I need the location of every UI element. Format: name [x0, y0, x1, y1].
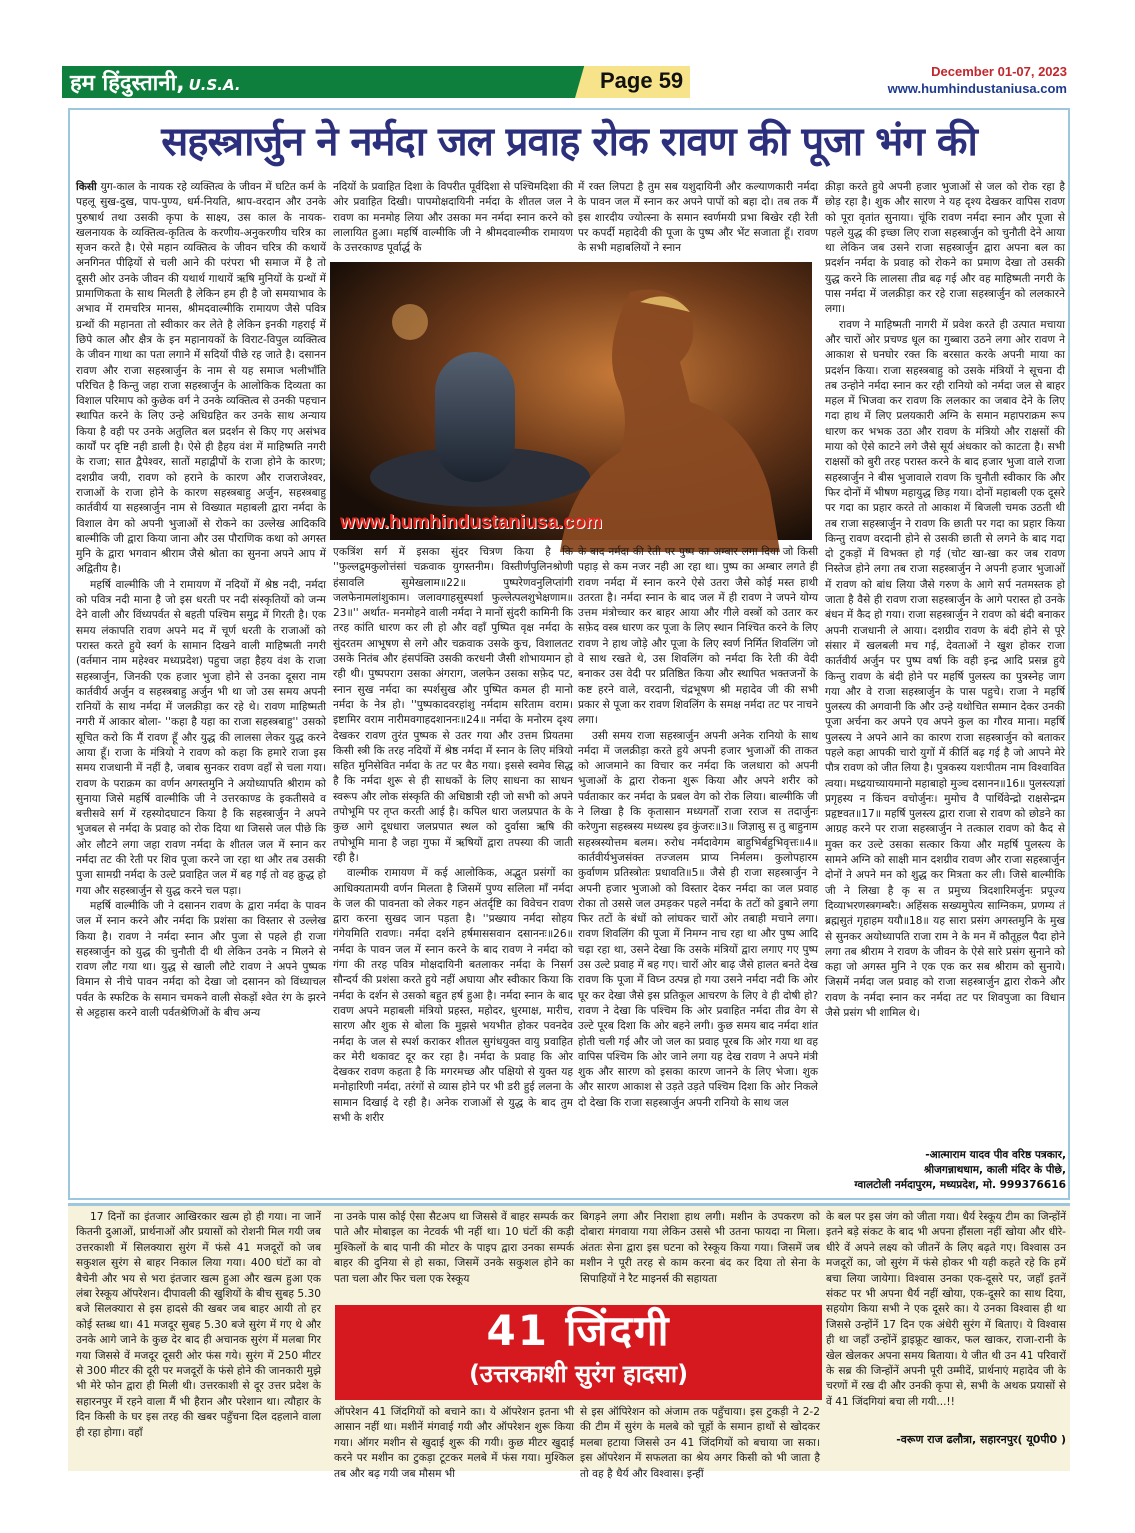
bottom-column-4	[826, 1210, 1066, 1430]
article-column-3	[578, 545, 818, 1195]
bottom-column-3	[580, 1405, 820, 1480]
paragraph: ना उनके पास कोई ऐसा सैटअप था जिससे वें बाहर सम्पर्क कर पाते और मोबाइल का नेटवर्क भी नहीं था। 10 घंटों की कड़ी मुश्किलों के बाद पानी की मोटर के पाइप द्वारा उनका सम्पर्क बाहर की दुनिया से हो सका, जिसमें उनके सकुशल होने का पता चला और फिर चला एक रेस्कूय	[334, 1211, 574, 1285]
bottom-column-3-top	[580, 1210, 820, 1303]
banner-title: 41 जिंदगी	[486, 1306, 671, 1355]
website-link[interactable]: www.humhindustaniusa.com	[887, 81, 1067, 96]
bottom-column-2-top	[334, 1210, 574, 1303]
bottom-author-byline: -वरूण राज ढलौत्रा, सहारनपुर( यू0पी0 )	[896, 1433, 1066, 1446]
paragraph: एकत्रिंश सर्ग में इसका सुंदर चित्रण किया है कि ''फुल्लद्रुमकुलोत्तंसां चक्रवाक युगस्तनीम। विस्तीर्णपुलिनश्रोणी हंसावलि सुमेखलाम॥22॥ पुष्परेणवनुलिप्तांगी जलफेनामलांशुकाम। जलावगाहसुस्पर्शा फुल्लेत्पलशुभेक्षणाम॥23॥'' अर्थात- मनमोहने वाली नर्मदा ने मानों सुंदरी कामिनी कि तरह कांति धारण कर ली हो और वहाँ पुष्पित वृक्ष नर्मदा के सुंदरतम आभूषण से लगे और चक्रवाक उसके कुच, विशालतट उसके नितंब और हंसपंक्ति उसकी करधनी जैसी शोभायमान हो रही थी। पुष्पपराग उसका अंगराग, जलफेन उसका सफ़ेद पट, स्नान सुख नर्मदा का स्पर्शसुख और पुष्पित कमल ही मानो नर्मदा के नेत्र हो। ''पुष्पकादवरहांशु नर्मदाम सरिताम वराम। इष्टामिर वराम नारीमवगाहदशाननः॥24॥ नर्मदा के मनोरम दृश्य देखकर रावण तुरंत पुष्पक से उतर गया और उत्तम प्रियतमा किसी स्त्री कि तरह नदियों में श्रेष्ठ नर्मदा में स्नान के लिए मंत्रियो सहित मुनिसेवित नर्मदा के तट पर बैठ गया। इससे स्वमेव सिद्ध है कि नर्मदा शुरू से ही साधकों के लिए साधना का साधन स्वरूप और लोक संस्कृति की अधिष्ठात्री रही जो सभी को अपने तपोभूमि पर तृप्त करती आई है। कपिल धारा जलप्रपात के के कुछ आगे दूधधारा जलप्रपात स्थल को दुर्वासा ऋषि की तपोभूमि माना है जहा गुफा में ऋषियों द्वारा तपस्या की जाती रही है।	[333, 546, 573, 864]
article-column-3-top	[578, 180, 818, 258]
paragraph: से इस ऑपिरेशन को अंजाम तक पहुँचाया। इस टुकड़ी ने 2-2 की टीम में सुरंग के मलबे को चूहों के समान हाथों से खोदकर मलबा हटाया जिससे उन 41 जिंदगियों को बचाया जा सका। इस ऑपरेशन में सफलता का श्रेय अगर किसी को भी जाता है तो वह है धैर्य और विश्वास। इन्हीं	[580, 1406, 820, 1480]
brand-suffix: U.S.A.	[188, 76, 241, 94]
author-contact: ग्वालटोली नर्मदापुरम, मध्यप्रदेश, मो. 999376616	[854, 1179, 1066, 1191]
paragraph: बिगड़ने लगा और निराशा हाथ लगी। मशीन के उपकरण को दोबारा मंगवाया गया लेकिन उससे भी उतना फायदा ना मिला। अंततः सेना द्वारा इस घटना को रेस्कूय किया गया। जिसमें जब मशीन ने पूरी तरह से काम करना बंद कर दिया तो सेना के सिपाहियों ने रैट माइनर्स की सहायता	[580, 1211, 820, 1285]
bottom-headline-banner	[335, 1305, 822, 1400]
paragraph: में रक्त लिपटा है तुम सब यशुदायिनी और कल्याणकारी नर्मदा के पावन जल में स्नान कर अपने पापों को बहा दो। तब तक मैं इस शारदीय ज्योत्स्ना के समान स्वर्णमयी प्रभा बिखेर रही रेती पर कपर्दी महादेवी की पूजा के पुष्प और भेंट सजाता हूँ। रावण के सभी महाबलियों ने स्नान	[578, 181, 818, 255]
page-number: Page 59	[600, 68, 684, 93]
paragraph: ऑपरेशन 41 जिंदगियों को बचाने का। ये ऑपरेशन इतना भी आसान नहीं था। मशीनें मंगवाई गयी और ऑपरेशन शुरू किया गया। ऑगर मशीन से खुदाई शुरू की गयी। कुछ मीटर खुदाई करने पर मशीन का टुकड़ा टूटकर मलबे में फंस गया। मुश्किल तब और बढ़ गयी जब मौसम भी	[334, 1406, 574, 1480]
author-name: -आत्माराम यादव पीव वरिष्ठ पत्रकार,	[925, 1149, 1066, 1161]
banner-subtitle: (उत्तरकाशी सुरंग हादसा)	[468, 1360, 689, 1388]
article-illustration	[330, 262, 812, 540]
author-address: श्रीजगन्नाथधाम, काली मंदिर के पीछे,	[923, 1164, 1066, 1176]
paragraph: रावण ने माहिष्मती नागरी में प्रवेश करते ही उत्पात मचाया और चारों ओर प्रचण्ड धूल का गुब्बारा उठने लगा ओर रावण ने आकाश से घनघोर रक्त कि बरसात करके अपनी माया का प्रदर्शन किया। राजा सहस्त्रबाहु को उसके मंत्रियों ने सूचना दी तब उन्होने नर्मदा स्नान कर रही रानियो को नर्मदा जल से बाहर महल में भिजवा कर रावण कि ललकार का जबाव देने के लिए गदा हाथ में लिए प्रलयकारी अग्नि के समान महापराक्रम रूप धारण कर भभक उठा और रावण के मंत्रियो और राक्षसों की माया को ऐसे काटने लगे जैसे सूर्य अंधकार को काटता है। सभी राक्षसों को बुरी तरह परास्त करने के बाद हजार भुजा वाले राजा सहस्त्रार्जुन ने बीस भुजावाले रावण कि चुनौती स्वीकार कि और फिर दोनों में भीषण महायुद्ध छिड़ गया। दोनों महाबली एक दूसरे पर गदा का प्रहार करते तो आकाश में बिजली चमक उठती थी तब राजा सहस्त्रार्जुन ने रावण कि छाती पर गदा का प्रहार किया किन्तु रावण वरदानी होने से उसकी छाती से लगने के बाद गदा दो टुकड़ों में विभक्त हो गई (चोट खा-खा कर जब रावण निस्तेज होने लगा तब राजा सहस्त्रार्जुन ने अपनी हजार भुजाओं में रावण को बांध लिया जैसे गरुण के आगे सर्प नतमस्तक हो जाता है वैसे ही रावण राजा सहस्त्रार्जुन के आगे परास्त हो उनके बंधन में कैद हो गया। राजा सहस्त्रार्जुन ने रावण को बंदी बनाकर अपनी राजधानी ले आया। दशग्रीव रावण के बंदी होने से पूरे संसार में खलबली मच गई, देवताओं ने खुश होकर राजा कार्तवीर्य अर्जुन पर पुष्प वर्षा कि वही इन्द्र आदि प्रसन्न हुये किन्तु रावण के बंदी होने पर महर्षि पुलस्त्य का पुत्रस्नेह जाग गया और वे राजा सहस्त्रार्जुन के पास पहुचे। राजा ने महर्षि पुलस्त्य की अगवानी कि और उन्हे यथोचित सम्मान देकर उनकी पूजा अर्चना कर अपने एव अपने कुल का गौरव माना। महर्षि पुलस्त्य ने अपने आने का कारण राजा सहस्त्रार्जुन को बताकर पहले कहा आपकी चारो युगों में कीर्ति बढ़ गई है जो आपने मेरे पौत्र रावण को जीत लिया है। पुत्रकस्य यशःपीतम नाम विश्वावित त्वया। मध्द्रयाच्यायमानो महाबाहो मुञ्च दसानन॥16॥ पुलस्त्यज्ञां प्रगृहस्य न किंचन वचोर्जुनः। मुमोच वै पार्थिवेन्द्रो राक्षसेन्द्रम प्रहृष्टवत॥17॥ महर्षि पुलस्त्य द्वारा राजा से रावण को छोडने का आग्रह करने पर राजा सहस्त्रार्जुन ने तत्काल रावण को कैद से मुक्त कर उल्टे उसका सत्कार किया और महर्षि पुलस्त्य के सामने अग्नि को साक्षी मान दशग्रीव रावण और राजा सहस्त्रार्जुन दोनों ने अपने मन को शुद्ध कर मित्रता कर ली। जिसे बाल्मीकि जी ने लिखा है कृ स त प्रमुच्य त्रिदशारिमर्जुनः प्रपूज्य दिव्याभरणस्त्रगम्बरैः। अहिंसक सख्यमुपेत्य साग्निकम, प्रणम्य तं ब्रह्मसुतं गृहाहम ययौ॥18॥ यह सारा प्रसंग अगस्तमुनि के मुख से सुनकर अयोध्यापति राजा राम ने के मन में कौतूहल पैदा होने लगा तब श्रीराम ने रावण के जीवन के ऐसे सारे प्रसंग सुनाने को कहा जो अगस्त मुनि ने एक एक कर सब श्रीराम को सुनाये। जिसमें नर्मदा जल प्रवाह को राजा सहस्त्रार्जुन द्वारा रोकने और रावण के नर्मदा स्नान कर नर्मदा तट पर शिवपुजा का विधान जैसे प्रसंग भी शामिल थे।	[825, 318, 1065, 1020]
paragraph: युग-काल के नायक रहे व्यक्तित्व के जीवन में घटित कर्म के पहलू सुख-दुख, पाप-पुण्य, धर्म-नियति, श्राप-वरदान और उनके पुरुषार्थ तथा उसकी कृपा के साक्ष्य, उस काल के नायक-खलनायक के व्यक्तित्व-कृतित्व के करणीय-अनुकरणीय चरित्र का सृजन करते है। ऐसे महान व्यक्तित्व के जीवन चरित्र की कथायें अनगिनत पीढ़ियों से चली आने की परंपरा भी समाज में है तो दूसरी ओर उनके जीवन की यथार्थ गाथायें ऋषि मुनियों के ग्रन्थों में प्रामाणिकता के साथ मिलती है लेकिन हम ही है जो समयाभाव के अभाव में रामचरित्र मानस, श्रीमदवाल्मीकि रामायण जैसे पवित्र ग्रन्थों की महानता तो स्वीकार कर लेते है लेकिन इनकी गहराई में छिपे काल और क्षैत्र के इन महानायकों के विराट-विपुल व्यक्तित्व के जीवन गाथा का पता लगाने में सदियों पीछे रह जाते है। दसानन रावण और राजा सहस्त्रार्जुन के नाम से यह समाज भलीभाँति परिचित है किन्तु जहा राजा सहस्त्रार्जुन के आलोकिक दिव्यता का विशाल परिमाप को कुछेक वर्ग ने उनके व्यक्तित्व से उनकी पहचान स्थापित करने के लिए उन्हे अधिग्रहित कर उनके साथ अन्याय किया है वही पर उनके अतुलित बल प्रदर्शन से किए गए असंभव कार्यों पर दृष्टि नही डाली है। ऐसे ही हैहय वंश में माहिष्मति नगरी के राजा; सात द्वैपेश्वर, सातों महाद्वीपों के राजा होने के कारण; दशग्रीव जयी, रावण को हराने के कारण और राजराजेश्वर, राजाओं के राजा होने के कारण सहस्त्रबाहु अर्जुन, सहस्त्रबाहु कार्तवीर्य या सहस्त्रार्जुन नाम से विख्यात महाबली द्वारा नर्मदा के विशाल वेग को अपनी भुजाओं से रोकने का उल्लेख आदिकवि बाल्मीकि जी द्वारा किया जाना और उस पौराणिक कथा को अगस्त मुनि के द्वारा भगवान श्रीराम जैसे श्रोता का सुनना अपने आप में अद्वितीय है।	[76, 181, 326, 576]
paragraph: 17 दिनों का इंतजार आखिरकार खत्म हो ही गया। ना जानें कितनी दुआओं, प्रार्थनाओं और प्रयासों को रोशनी मिल गयी जब उत्तरकाशी में सिलक्यारा सुरंग में फंसे 41 मजदूरों को जब सकुशल सुरंग से बाहर निकाल लिया गया। 400 घंटों का वो बैचेनी और भय से भरा इंतजार खत्म हुआ और खत्म हुआ एक लंबा रेस्कूय ऑपरेशन। दीपावली की खुशियों के बीच सुबह 5.30 बजे सिलक्यारा से इस हादसे की खबर जब बाहर आयी तो हर कोई स्तब्ध था। 41 मजदूर सुबह 5.30 बजे सुरंग में गए थे और उनके आगे जाने के कुछ देर बाद ही अचानक सुरंग में मलबा गिर गया जिससे वें मजदूर दूसरी ओर फंस गये। सुरंग में 250 मीटर से 300 मीटर की दूरी पर मजदूरों के फंसे होने की जानकारी मुझे भी मेरे फोन द्वारा ही मिली थी। उत्तरकाशी से दूर उत्तर प्रदेश के सहारनपुर में रहने वाला मैं भी हैरान और परेशान था। त्यौहार के दिन किसी के घर इस तरह की खबर पहुँचना दिल दहलाने वाला ही रहा होगा। वहाँ	[76, 1211, 321, 1439]
image-watermark: www.humhindustaniusa.com	[340, 512, 603, 533]
bottom-column-2	[334, 1405, 574, 1480]
paragraph: क्रीड़ा करते हुये अपनी हजार भुजाओं से जल को रोक रहा है छोड़ रहा है। शुक और सारण ने यह दृश्य देखकर वापिस रावण को पूरा वृतांत सुनाया। चूंकि रावण नर्मदा स्नान और पूजा से पहले युद्ध की इच्छा लिए राजा सहस्त्रार्जुन को चुनौती देने आया था लेकिन जब उसने राजा सहस्त्रार्जुन द्वारा अपना बल का प्रदर्शन नर्मदा के प्रवाह को रोकने का प्रमाण देखा तो उसकी युद्ध करने कि लालसा तीव्र बढ़ गई और वह माहिष्मती नगरी के पास नर्मदा में जलक्रीड़ा कर रहे राजा सहस्त्रार्जुन को ललकारने लगा।	[825, 181, 1065, 316]
author-byline	[830, 1148, 1066, 1193]
paragraph: उसी समय राजा सहस्त्रार्जुन अपनी अनेक रानियो के साथ नर्मदा में जलक्रीड़ा करते हुये अपनी हजार भुजाओं की ताकत को आजमाने का विचार कर नर्मदा कि जलधारा को अपनी भुजाओं के द्वारा रोकना शुरू किया और अपने शरीर को पर्वताकार कर नर्मदा के प्रबल वेग को रोक लिया। बाल्मीकि जी ने लिखा है कि कृतासान मध्यगतोँ राजा रराज स तदार्जुनः करेणुना सहस्त्रस्य मध्यस्थ इव कुंजरः॥3॥ जिज्ञासु स तु बाहुनाम सहस्त्रस्योत्तम बलम। रुरोध नर्मदावेगम बाहुभिर्बहुभिवृत्तः॥4॥ कार्तवीर्यभुजसंक्त तज्जलम प्राप्य निर्मलम। कुलोपहारम कुर्वाणम प्रतिस्त्रोतः प्रधावति॥5॥ जैसे ही राजा सहस्त्रार्जुन ने अपनी हजार भुजाओ को विस्तार देकर नर्मदा का जल प्रवाह रोका तो उससे जल उमड़कर पहले नर्मदा के तटों को डुबाने लगा फिर तटों के बंधों को लांघकर चारों ओर तबाही मचाने लगा। रावण शिवलिंग की पूजा में निमग्न नाच रहा था और पुष्प आदि चढ़ा रहा था, उसने देखा कि उसके मंत्रियों द्वारा लगाए गए पुष्प उस उल्टे प्रवाह में बह गए। चारों ओर बाढ़ जैसे हालत बनते देख रावण कि पूजा में विघ्न उत्पन्न हो गया उसने नर्मदा नदी कि ओर घूर कर देखा जैसे इस प्रतिकूल आचरण के लिए वे ही दोषी हो? रावण ने देखा कि पश्चिम कि ओर प्रवाहित नर्मदा तीव्र वेग से उल्टे पूरब दिशा कि ओर बहने लगी। कुछ समय बाद नर्मदा शांत होती चली गई और जो जल का प्रवाह पूरब कि ओर गया था वह वापिस पश्चिम कि ओर जाने लगा यह देख रावण ने अपने मंत्री शुक और सारण को इसका कारण जानने के लिए भेजा। शुक और सारण आकाश से उड़ते उड़ते पश्चिम दिशा कि ओर निकले दो देखा कि राजा सहस्त्रार्जुन अपनी रानियो के साथ जल	[578, 729, 818, 1109]
lead-word: किसी	[76, 181, 97, 193]
article-column-2-top	[333, 180, 573, 258]
paragraph: के बल पर इस जंग को जीता गया। धैर्य रेस्कूय टीम का जिन्होंनें इतने बड़े संकट के बाद भी अपना हौंसला नहीं खोया और धीरे-धीरे वें अपने लक्ष्य को जीतनें के लिए बढ़ते गए। विश्वास उन मजदूरों का, जो सुरंग में फंसे होकर भी यही कहते रहे कि हमें बचा लिया जायेगा। विश्वास उनका एक-दूसरे पर, जहाँ इतनें संकट पर भी अपना धैर्य नहीं खोया, एक-दूसरे का साथ दिया, सहयोग किया सभी ने एक दूसरे का। ये उनका विश्वास ही था जिससे उन्होंनें 17 दिन एक अंधेरी सुरंग में बिताए। ये विश्वास ही था जहाँ उन्होंनें ड्राइफ्रूट खाकर, फल खाकर, राजा-रानी के खेल खेलकर अपना समय बिताया। ये जीत थी उन 41 परिवारों के सब्र की जिन्होंनें अपनी पूरी उम्मीदें, प्रार्थनाएं महादेव जी के चरणों में रख दी और उनकी कृपा से, सभी के अथक प्रयासों से वें 41 जिंदगियां बचा ली गयी...!!	[826, 1211, 1066, 1408]
article-column-1	[76, 180, 326, 1195]
bottom-column-1	[76, 1210, 321, 1468]
paragraph: महर्षि वाल्मीकि जी ने दसानन रावण के द्वारा नर्मदा के पावन जल में स्नान करने और नर्मदा कि प्रशंसा का विस्तार से उल्लेख किया है। रावण ने नर्मदा स्नान और पुजा से पहले ही राजा सहस्त्रार्जुन को युद्ध की चुनौती दी थी लेकिन उनके न मिलने से रावण लौट गया था। युद्ध से खाली लौटे रावण ने अपने पुष्पक विमान से नीचे पावन नर्मदा को देखा जो दसानन को विंध्याचल पर्वत के स्फटिक के समान चमकने वाली सेकड़ों श्वेत रंग के झरने से अट्टहास करने वाली पर्वतश्रेणिओं के बीच अन्य	[76, 899, 326, 1020]
paragraph: महर्षि वाल्मीकि जी ने रामायण में नदियों में श्रेष्ठ नदी, नर्मदा को पवित्र नदी माना है जो इस धरती पर नदी संस्कृतियों को जन्म देने वाली और विंध्यपर्वत से बहती पश्चिम समुद्र में गिरती है। एक समय लंकापति रावण अपने मद में चूर्ण धरती के राजाओं को परास्त करते हुये स्वर्ग के सामान दिखने वाली माहिष्मती नगरी (वर्तमान नाम महेश्वर मध्यप्रदेश) पहुचा जहा हैहय वंश के राजा सहस्त्रार्जुन, जिनकी एक हजार भुजा होने से उनका दूसरा नाम कार्तवीर्य अर्जुन व सहस्त्रबाहु अर्जुन भी था जो उस समय अपनी रानियों के साथ नर्मदा में जलक्रीड़ा कर रहे थे। रावण माहिष्मती नगरी में आकार बोला- ''कहा है यहा का राजा सहस्त्रबाहु'' उसको सूचित करो कि मैं रावण हूँ और युद्ध की लालसा लेकर युद्ध करने आया हूँ। राजा के मंत्रियो ने रावण को कहा कि हमारे राजा इस समय राजधानी में नहीं है, जबाब सुनकर रावण वहाँ से चला गया। रावण के पराक्रम का वर्णन अगस्तमुनि ने अयोध्यापति श्रीराम को सुनाया जिसे महर्षि वाल्मीकि जी ने उत्तरकाण्ड के इकतीसवे व बत्तीसवे सर्ग में रहस्योदघाटन किया है कि सहस्त्रार्जुन ने अपने भुजबल से नर्मदा के प्रवाह को रोक दिया था जिससे जल पीछे कि ओर लौटने लगा जहा रावण नर्मदा के शीतल जल में स्नान कर नर्मदा तट की रेती पर शिव पूजा करने जा रहा था और तब उसकी पुजा सामग्री नर्मदा के उल्टे प्रवाहित जल में बह गई तो वह क्रुद्ध हो गया और सहस्त्रार्जुन से युद्ध करने चल पड़ा।	[76, 578, 326, 897]
article-column-2	[333, 545, 573, 1195]
paragraph: वाल्मीक रामायण में कई आलोकिक, अद्भुत प्रसंगों का आधिक्यतामयी वर्णन मिलता है जिसमें पुण्य सलिला माँ नर्मदा के जल की पावनता को लेकर गहन अंतर्दृष्टि का विवेचन रावण द्वारा करना सुखद जान पड़ता है। ''प्रख्याय नर्मदा सोहय गंगेयमिति रावणः। नर्मदा दर्शने हर्षमाससवान दसाननः॥26॥ नर्मदा के पावन जल में स्नान करने के बाद रावण ने नर्मदा को गंगा की तरह पवित्र मोक्षदायिनी बतलाकर नर्मदा के निसर्ग सौन्दर्य की प्रशंसा करते हुये नहीं अघाया और स्वीकार किया कि नर्मदा के दर्शन से उसको बहुत हर्ष हुआ है। नर्मदा स्नान के बाद रावण अपने महाबली मंत्रियो प्रहस्त, महोदर, धुरमाक्ष, मारीच, सारण और शुक से बोला कि मुझसे भयभीत होकर पवनदेव नर्मदा के जल से स्पर्श कराकर शीतल सुगंधयुक्त वायु प्रवाहित कर मेरी थकावट दूर कर रहा है। नर्मदा के प्रवाह कि ओर देखकर रावण कहता है कि मगरमच्छ और पक्षियो से युक्त यह मनोहारिणी नर्मदा, तरंगों से व्यास होने पर भी डरी हुई ललना के सामान दिखाई दे रही है। अनेक राजाओं से युद्ध के बाद तुम सभी के शरीर	[333, 867, 573, 1124]
brand-name: हम हिंदुस्तानी,	[70, 71, 185, 96]
article-column-4	[825, 180, 1065, 1145]
paragraph: के बाद नर्मदा की रेती पर पुष्प का अम्बार लगा दिया जो किसी पहाड़ से कम नजर नही आ रहा था। पुष्प का अम्बार लगते ही रावण नर्मदा में स्नान करने ऐसे उतरा जैसे कोई मस्त हाथी उतरता है। नर्मदा स्नान के बाद जल में ही रावण ने जपने योग्य उत्तम मंत्रोच्चार कर बाहर आया और गीले वस्त्रों को उतार कर सफ़ेद वस्त्र धारण कर पूजा के लिए स्थान निश्चित करने के लिए रावण ने हाथ जोड़े और पूजा के लिए स्वर्ण निर्मित शिवलिंग जो वे साथ रखते थे, उस शिवलिंग को नर्मदा कि रेती की वेदी बनाकर उस वेदी पर प्रतिष्ठित किया और स्थापित भक्तजनों के कष्ट हरने वाले, वरदानी, चंद्रभूषण श्री महादेव जी की सभी प्रकार से पूजा कर रावण शिवलिंग के समक्ष नर्मदा तट पर नाचने लगा।	[578, 546, 818, 727]
issue-date: December 01-07, 2023	[931, 64, 1067, 79]
ravana-shivling-painting	[330, 262, 812, 540]
paragraph: नदियों के प्रवाहित दिशा के विपरीत पूर्वदिशा से पश्चिमदिशा की ओर प्रवाहित दिखी। पापमोक्षदायिनी नर्मदा के शीतल जल ने रावण का मनमोह लिया और उसका मन नर्मदा स्नान करने को लालायित हुआ। महर्षि वाल्मीकि जी ने श्रीमदवाल्मीक रामायण के उत्तरकाण्ड पूर्वार्द्ध के	[333, 181, 573, 255]
article-headline: सहस्त्रार्जुन ने नर्मदा जल प्रवाह रोक रावण की पूजा भंग की	[161, 119, 977, 165]
shivling	[435, 352, 515, 482]
newspaper-brand	[70, 67, 241, 97]
